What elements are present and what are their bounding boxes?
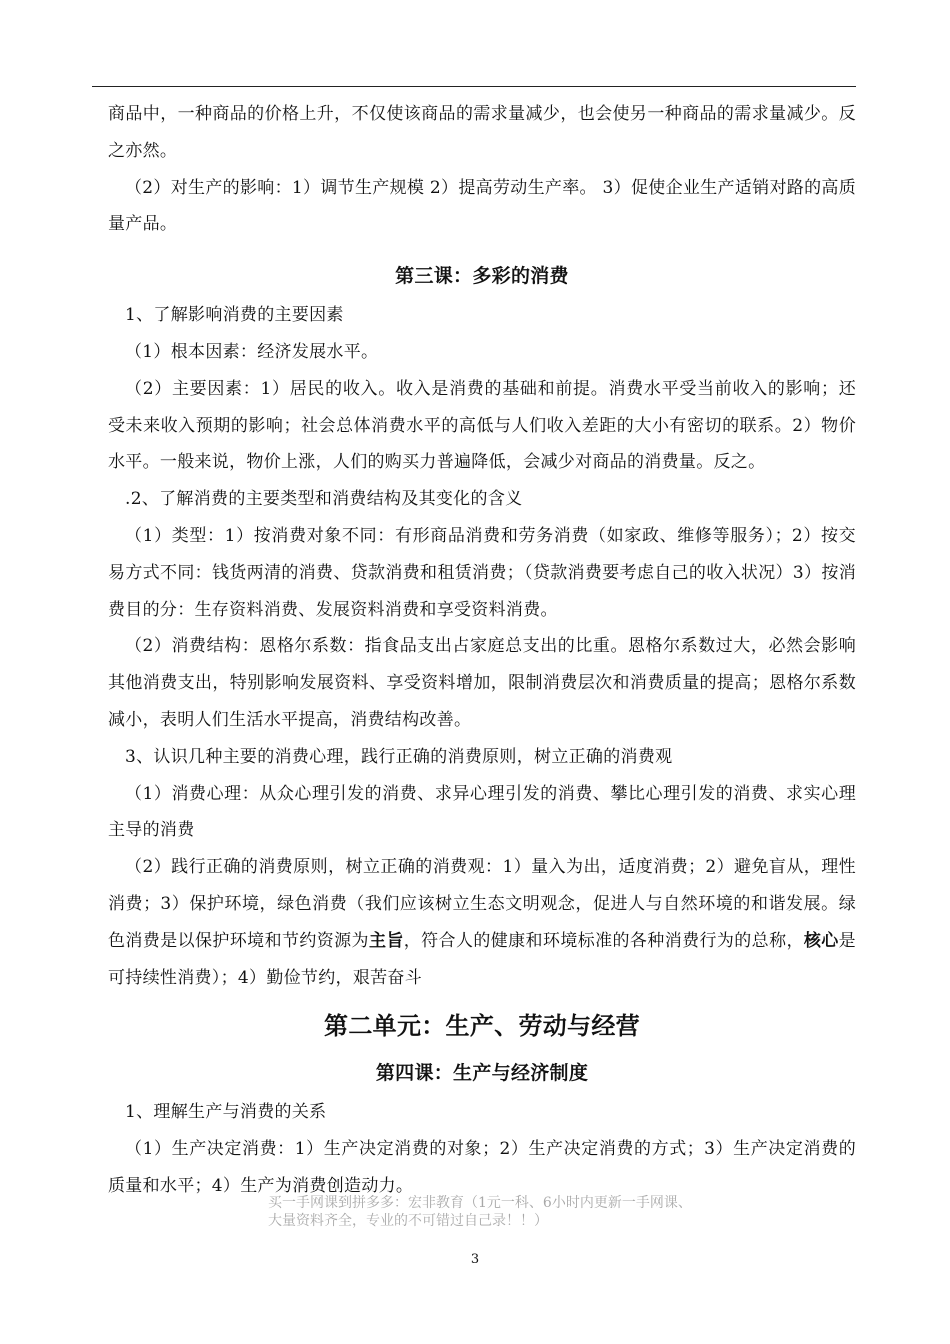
text-run: 是可持续性消费）；4）勤俭节约，艰苦奋斗	[108, 930, 856, 988]
paragraph: .2、了解消费的主要类型和消费结构及其变化的含义	[125, 489, 523, 510]
paragraph: 1、理解生产与消费的关系	[125, 1102, 327, 1123]
lesson-4-heading: 第四课：生产与经济制度	[375, 1062, 589, 1085]
paragraph: 商品中，一种商品的价格上升，不仅使该商品的需求量减少，也会使另一种商品的需求量减少。反之亦然。	[108, 104, 856, 161]
paragraph: （1）类型：1）按消费对象不同：有形商品消费和劳务消费（如家政、维修等服务）；2）按交易方式不同：钱货两清的消费、贷款消费和租赁消费；（贷款消费要考虑自己的收入状况）3）按消费目的分：生存资料消费、发展资料消费和享受资料消费。	[108, 525, 856, 620]
header-rule	[92, 86, 856, 87]
paragraph: （2）消费结构：恩格尔系数：指食品支出占家庭总支出的比重。恩格尔系数过大，必然会影响其他消费支出，特别影响发展资料、享受资料增加，限制消费层次和消费质量的提高；恩格尔系数减小，表明人们生活水平提高，消费结构改善。	[108, 636, 856, 730]
paragraph: （1）根本因素：经济发展水平。	[125, 341, 379, 362]
page-number: 3	[470, 1252, 480, 1267]
lesson-3-heading: 第三课：多彩的消费	[395, 265, 569, 288]
bold-term-main-purpose: 主旨	[368, 930, 404, 951]
watermark-line: 买一手网课到拼多多：宏非教育（1元一科、6小时内更新一手网课、	[268, 1195, 692, 1211]
paragraph: 1、了解影响消费的主要因素	[125, 305, 344, 326]
paragraph: （1）生产决定消费：1）生产决定消费的对象；2）生产决定消费的方式；3）生产决定消费的质量和水平；4）生产为消费创造动力。	[108, 1139, 856, 1196]
paragraph: （2）主要因素：1）居民的收入。收入是消费的基础和前提。消费水平受当前收入的影响；还受未来收入预期的影响；社会总体消费水平的高低与人们收入差距的大小有密切的联系。2）物价水平。一般来说，物价上涨，人们的购买力普遍降低，会减少对商品的消费量。反之。	[108, 378, 856, 473]
paragraph: 3、认识几种主要的消费心理，践行正确的消费原则，树立正确的消费观	[125, 746, 673, 767]
text-run: （2）践行正确的消费原则，树立正确的消费观：1）量入为出，适度消费；2）避免盲从，理性消费；3）保护环境，绿色消费（我们应该树立生态文明观念，促进人与自然环境的和谐发展。绿色消费是以保护环境和节约资源为	[108, 857, 856, 951]
watermark	[268, 1194, 728, 1230]
watermark-line: 大量资料齐全，专业的不可错过自己录！！）	[268, 1213, 548, 1229]
paragraph: （2）对生产的影响：1）调节生产规模 2）提高劳动生产率。 3）促使企业生产适销对路的高质量产品。	[108, 177, 856, 235]
paragraph	[108, 849, 856, 996]
bold-term-core: 核心	[803, 930, 839, 951]
paragraph: （1）消费心理：从众心理引发的消费、求异心理引发的消费、攀比心理引发的消费、求实心理主导的消费	[108, 783, 856, 841]
unit-2-heading: 第二单元：生产、劳动与经营	[324, 1012, 640, 1041]
document-body	[108, 96, 856, 1205]
text-run: ，符合人的健康和环境标准的各种消费行为的总称，	[403, 930, 804, 951]
